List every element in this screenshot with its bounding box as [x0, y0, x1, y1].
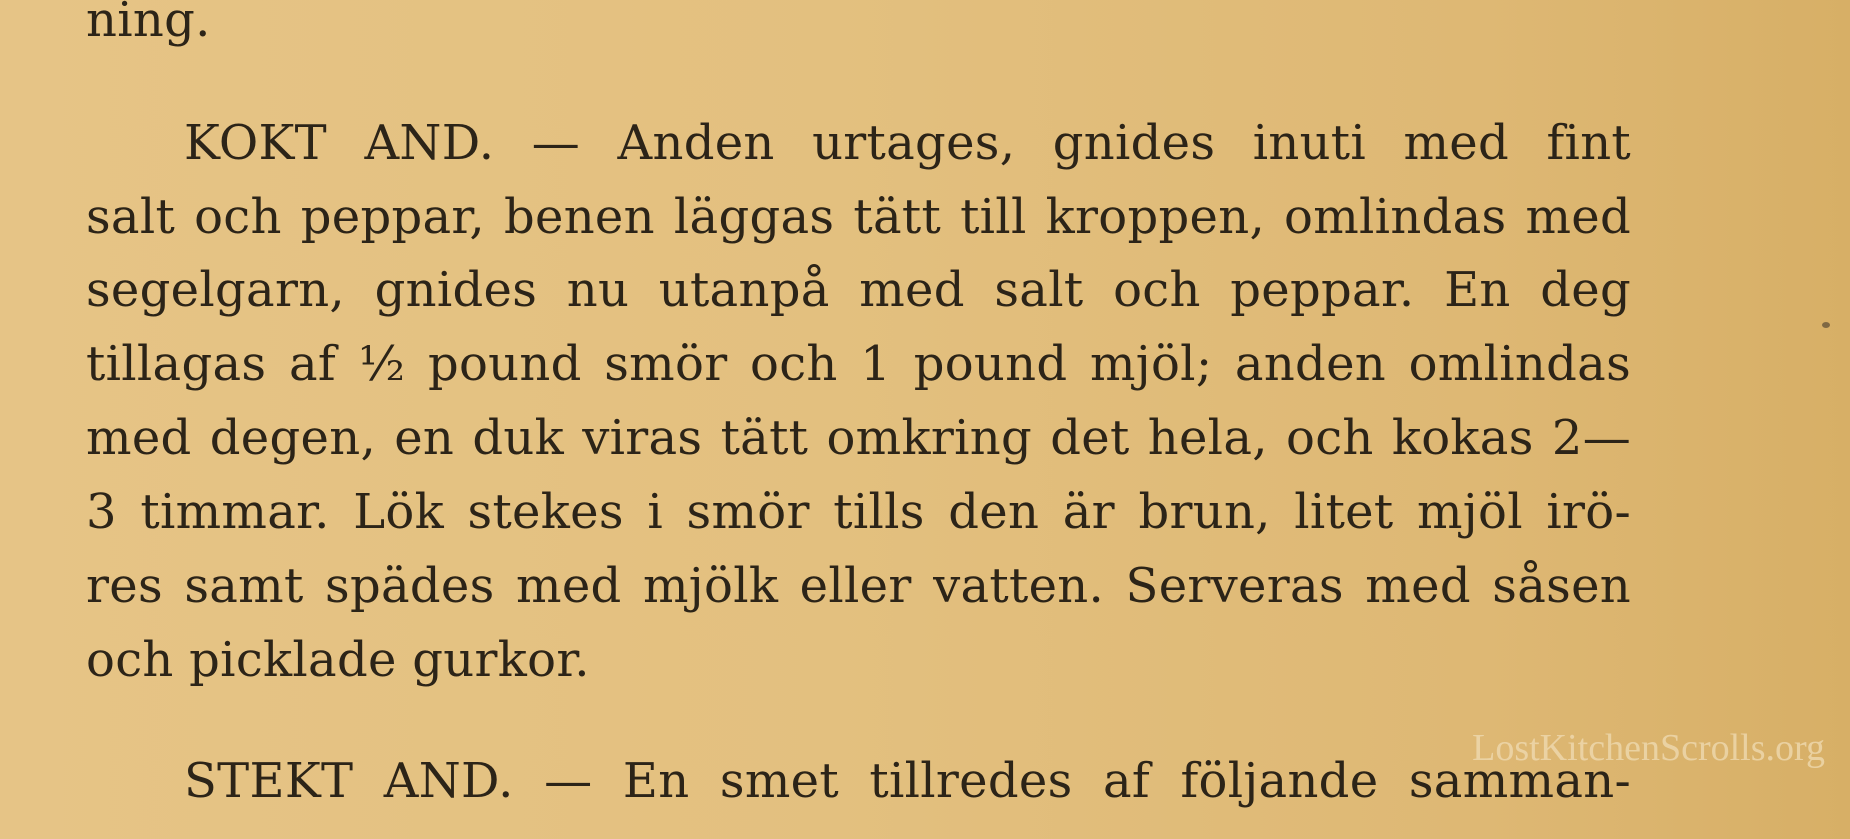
text-line: res samt spädes med mjölk eller vatten. Serveras med såsen [86, 558, 1631, 614]
watermark: LostKitchenScrolls.org [1472, 727, 1825, 769]
text-line: med degen, en duk viras tätt omkring det hela, och kokas 2— [86, 410, 1631, 466]
recipe-heading-line: STEKT AND. — En smet tillredes af följande samman- [184, 753, 1631, 809]
text-line: ning. [86, 0, 211, 48]
text-line: tillagas af ½ pound smör och 1 pound mjöl; anden omlindas [86, 336, 1631, 392]
text-line: salt och peppar, benen läggas tätt till kroppen, omlindas med [86, 189, 1631, 245]
text-line: 3 timmar. Lök stekes i smör tills den är brun, litet mjöl irö- [86, 484, 1631, 540]
text-line: segelgarn, gnides nu utanpå med salt och peppar. En deg [86, 262, 1631, 318]
recipe-heading-line: KOKT AND. — Anden urtages, gnides inuti med fint [184, 115, 1631, 171]
paper-speck [1822, 322, 1830, 328]
text-line: och picklade gurkor. [86, 632, 590, 688]
